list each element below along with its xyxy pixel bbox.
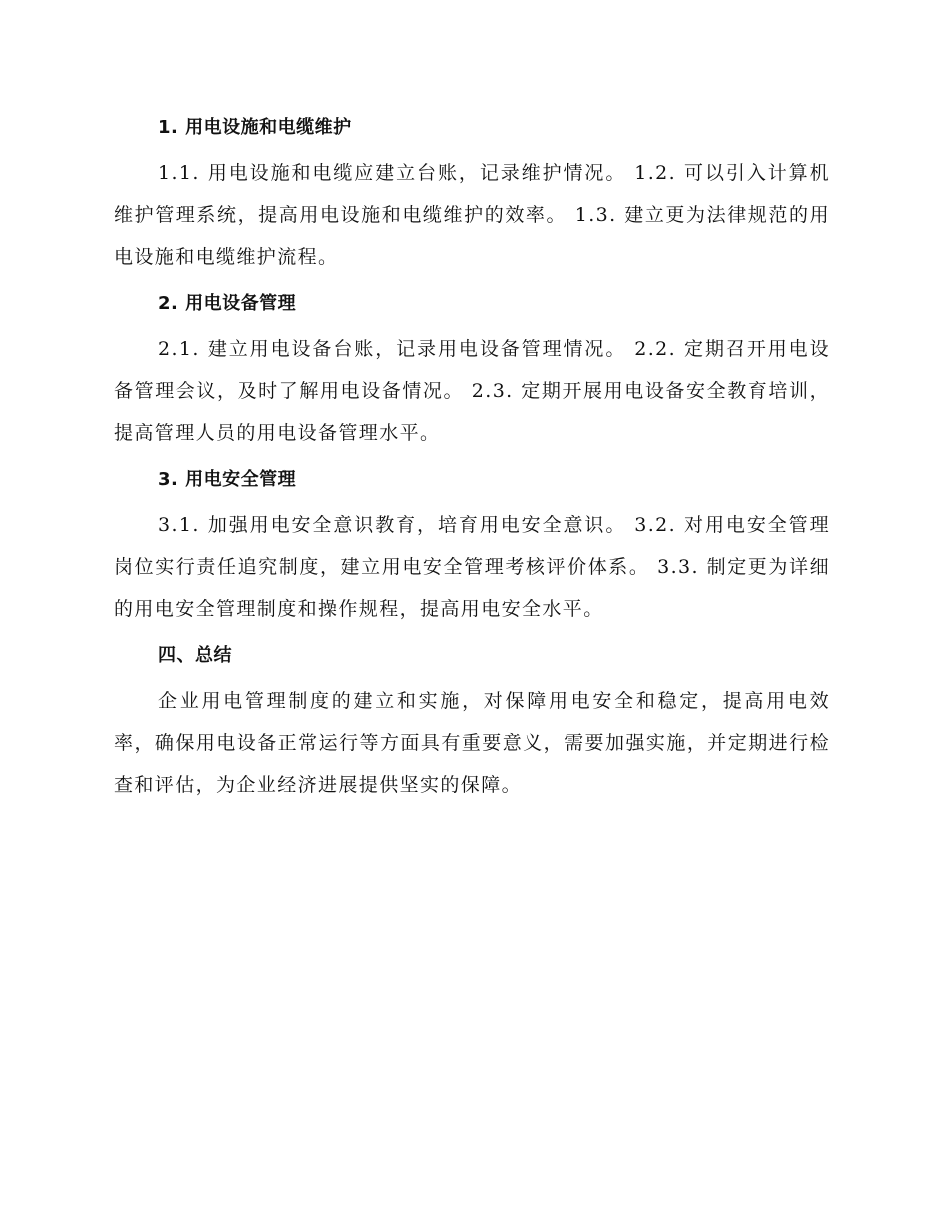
section-paragraph: 1.1. 用电设施和电缆应建立台账，记录维护情况。 1.2. 可以引入计算机维护管理系统，提高用电设施和电缆维护的效率。 1.3. 建立更为法律规范的用电设施和电缆维护流程。 [114,162,830,268]
section-facility-cable-maintenance [114,108,830,278]
section-heading: 四、总结 [158,645,232,666]
section-heading: 2. 用电设备管理 [158,293,297,314]
section-summary [114,636,830,806]
section-heading: 1. 用电设施和电缆维护 [158,117,352,138]
section-paragraph: 2.1. 建立用电设备台账，记录用电设备管理情况。 2.2. 定期召开用电设备管理会议，及时了解用电设备情况。 2.3. 定期开展用电设备安全教育培训，提高管理人员的用电设备管理水平。 [114,338,830,444]
section-paragraph: 3.1. 加强用电安全意识教育，培育用电安全意识。 3.2. 对用电安全管理岗位实行责任追究制度，建立用电安全管理考核评价体系。 3.3. 制定更为详细的用电安全管理制度和操作规程，提高用电安全水平。 [114,514,830,620]
section-heading: 3. 用电安全管理 [158,469,297,490]
section-paragraph: 企业用电管理制度的建立和实施，对保障用电安全和稳定，提高用电效率，确保用电设备正常运行等方面具有重要意义，需要加强实施，并定期进行检查和评估，为企业经济进展提供坚实的保障。 [114,690,830,796]
document-content [114,108,830,812]
section-equipment-management [114,284,830,454]
section-safety-management [114,460,830,630]
